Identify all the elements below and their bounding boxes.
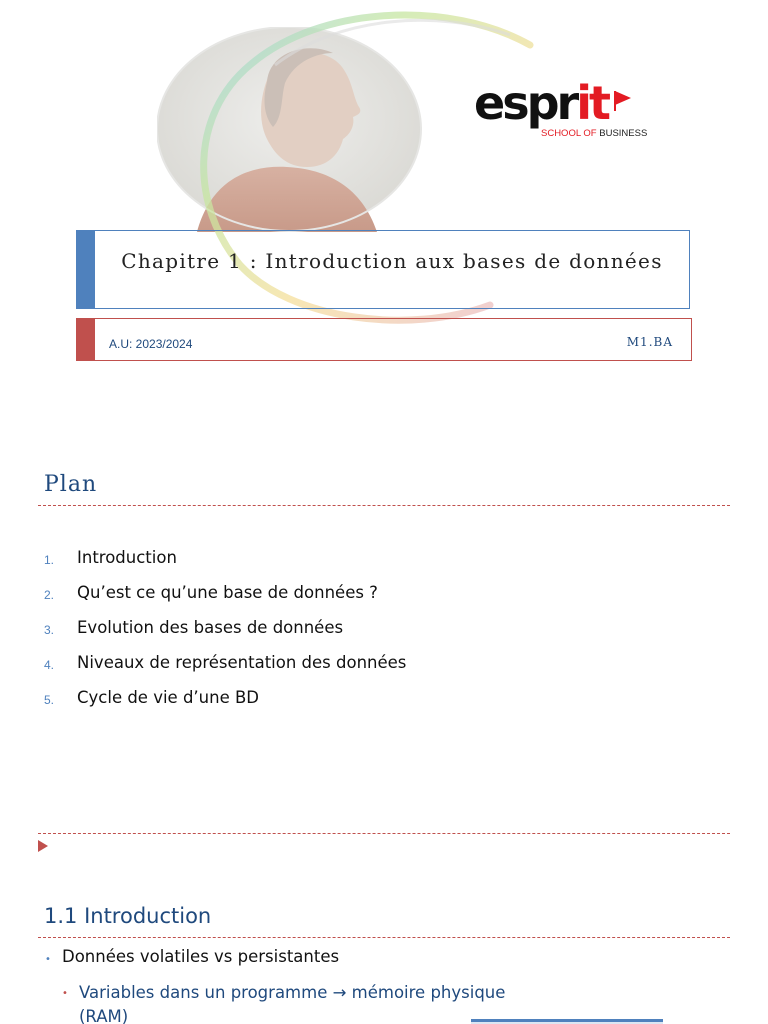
bullet-dot-icon: • bbox=[45, 954, 51, 965]
plan-footer-divider bbox=[38, 833, 730, 834]
plan-item-number: 2. bbox=[44, 588, 55, 602]
logo-subtitle bbox=[541, 128, 647, 139]
logo-subtitle-main: BUSINESS bbox=[596, 128, 648, 139]
plan-item-number: 3. bbox=[44, 623, 55, 637]
memory-box bbox=[471, 1019, 663, 1024]
chapter-title: Chapitre 1 : Introduction aux bases de données bbox=[121, 249, 663, 273]
logo-wordmark bbox=[474, 76, 608, 130]
logo-word-main: espr bbox=[474, 76, 577, 130]
esprit-logo bbox=[474, 76, 654, 144]
info-accent-bar bbox=[77, 319, 95, 360]
plan-item-label: Niveaux de représentation des données bbox=[77, 653, 407, 672]
logo-word-accent: it bbox=[576, 76, 608, 130]
play-arrow-icon bbox=[38, 840, 48, 852]
academic-year: A.U: 2023/2024 bbox=[109, 337, 193, 351]
plan-item-label: Qu’est ce qu’une base de données ? bbox=[77, 583, 378, 602]
logo-subtitle-accent: SCHOOL OF bbox=[541, 128, 597, 139]
plan-item-number: 4. bbox=[44, 658, 55, 672]
intro-title: 1.1 Introduction bbox=[44, 904, 212, 928]
title-box bbox=[76, 230, 690, 309]
plan-item-number: 1. bbox=[44, 553, 55, 567]
intro-title-divider bbox=[38, 937, 730, 938]
plan-item-label: Cycle de vie d’une BD bbox=[77, 688, 260, 707]
bullet-dot-icon: • bbox=[62, 988, 68, 999]
bullet-level1: Données volatiles vs persistantes bbox=[62, 947, 340, 966]
plan-title-divider bbox=[38, 505, 730, 506]
title-accent-bar bbox=[77, 231, 95, 308]
plan-item-number: 5. bbox=[44, 693, 55, 707]
class-label: M1.BA bbox=[626, 335, 673, 349]
info-box bbox=[76, 318, 692, 361]
plan-item-label: Introduction bbox=[77, 548, 177, 567]
plan-title: Plan bbox=[44, 472, 98, 497]
bullet-level2: Variables dans un programme → mémoire physique (RAM) bbox=[79, 983, 506, 1024]
plan-item-label: Evolution des bases de données bbox=[77, 618, 344, 637]
logo-flag-icon bbox=[615, 91, 631, 105]
